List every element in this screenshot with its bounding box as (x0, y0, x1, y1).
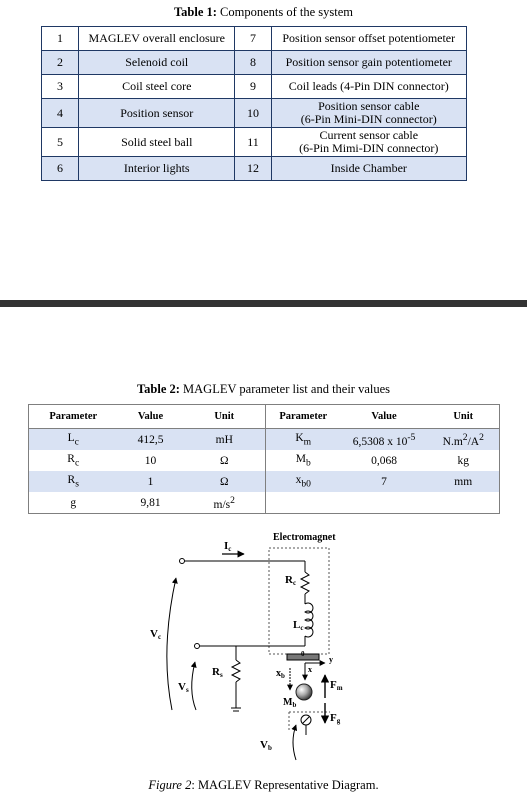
ic-label: Ic (224, 540, 232, 553)
table-row (42, 27, 467, 51)
unit-exponent: 2 (479, 431, 484, 443)
component-name-line2: (6-Pin Mini-DIN connector) (300, 112, 437, 126)
lc-coil (305, 603, 313, 637)
unit-cell: mH (184, 429, 266, 451)
parameter-cell (266, 450, 341, 471)
fg-label: Fg (330, 712, 341, 725)
table-row (29, 492, 500, 514)
table-row (29, 471, 500, 492)
parameter-symbol: K (295, 431, 304, 444)
rc-label: Rc (285, 574, 297, 587)
parameter-cell (266, 471, 341, 492)
component-name (271, 99, 466, 128)
rc-resistor (301, 572, 309, 594)
value-cell: 9,81 (140, 496, 161, 509)
parameter-cell: g (70, 496, 77, 509)
unit-cell: kg (457, 454, 469, 467)
unit-part: N.m (442, 435, 463, 448)
unit-cell (184, 492, 266, 514)
figure-caption-text: : MAGLEV Representative Diagram. (191, 778, 379, 792)
column-header: Value (118, 405, 184, 429)
row-number: 7 (235, 27, 271, 51)
electromagnet-label: Electromagnet (273, 532, 336, 543)
row-number: 8 (235, 51, 271, 75)
unit-part: m/s (213, 498, 231, 511)
value-mantissa: 6,5308 x 10 (352, 435, 408, 448)
vs-arrow (192, 662, 196, 710)
mb-label: $M_b$ (283, 697, 297, 709)
column-header: Value (341, 405, 428, 429)
unit-cell (428, 429, 500, 451)
parameter-cell (29, 429, 118, 451)
row-number: 12 (235, 157, 271, 181)
row-number: 5 (42, 128, 79, 157)
table-row (42, 75, 467, 99)
row-number: 10 (235, 99, 271, 128)
table2-caption-text: MAGLEV parameter list and their values (179, 382, 391, 396)
parameter-symbol: R (67, 452, 75, 465)
value-cell (341, 429, 428, 451)
row-number: 3 (42, 75, 79, 99)
column-header: Unit (184, 405, 266, 429)
figure-caption-prefix: Figure 2 (148, 778, 192, 792)
value-cell: 7 (341, 471, 428, 492)
component-name: Solid steel ball (79, 128, 235, 157)
terminal-mid (195, 644, 200, 649)
component-name (271, 128, 466, 157)
parameter-subscript: b0 (301, 478, 311, 490)
page-divider (0, 300, 527, 307)
vc-label: Vc (150, 628, 162, 641)
unit-cell: Ω (184, 471, 266, 492)
parameter-cell (266, 429, 341, 451)
parameters-table (28, 404, 500, 514)
row-number: 4 (42, 99, 79, 128)
unit-exponent: 2 (462, 431, 468, 443)
table2-caption (0, 382, 527, 397)
parameter-symbol: L (67, 431, 75, 444)
empty-cell (428, 492, 500, 514)
table-row (42, 99, 467, 128)
vb-arrow (293, 725, 296, 760)
parameter-symbol: x (295, 473, 302, 486)
vb-label: Vb (260, 739, 272, 752)
table2-caption-prefix: Table 2: (136, 382, 180, 396)
vc-arrow (167, 578, 176, 710)
row-number: 9 (235, 75, 271, 99)
column-header: Unit (428, 405, 500, 429)
x-axis-label: x (308, 665, 312, 674)
component-name: MAGLEV overall enclosure (79, 27, 235, 51)
table-row (42, 157, 467, 181)
components-table (41, 26, 467, 181)
figure-caption (0, 778, 527, 793)
unit-exponent: 2 (230, 494, 235, 506)
maglev-diagram (0, 520, 527, 778)
table-row (42, 128, 467, 157)
unit-part: /A (467, 435, 480, 448)
component-name-line1: Current sensor cable (319, 128, 419, 142)
xb-label: $x_b$ (276, 668, 285, 680)
row-number: 6 (42, 157, 79, 181)
value-cell: 1 (118, 471, 184, 492)
electromagnet-box (269, 548, 329, 654)
parameter-subscript: s (75, 478, 79, 490)
fm-label: Fm (330, 679, 343, 692)
rs-label: Rs (212, 666, 223, 679)
component-name: Inside Chamber (271, 157, 466, 181)
parameter-cell (29, 471, 118, 492)
row-number: 2 (42, 51, 79, 75)
value-cell: 412,5 (118, 429, 184, 451)
parameter-subscript: c (74, 436, 79, 448)
component-name: Position sensor offset potentiometer (271, 27, 466, 51)
origin-label: 0 (301, 650, 305, 658)
row-number: 11 (235, 128, 271, 157)
parameter-subscript: c (74, 457, 80, 469)
component-name: Coil steel core (79, 75, 235, 99)
rs-resistor (232, 660, 240, 682)
table1-caption-prefix: Table 1: (173, 5, 217, 19)
table1-caption-text: Components of the system (216, 5, 354, 19)
parameter-subscript: b (305, 457, 311, 469)
parameter-subscript: m (303, 436, 312, 448)
value-cell: 0,068 (371, 454, 397, 467)
value-cell: 10 (144, 454, 157, 467)
column-header: Parameter (29, 405, 118, 429)
value-exponent: -5 (407, 431, 416, 443)
component-name: Position sensor (79, 99, 235, 128)
component-name-line2: (6-Pin Mimi-DIN connector) (299, 141, 439, 155)
component-name: Position sensor gain potentiometer (271, 51, 466, 75)
table-row (42, 51, 467, 75)
empty-cell (266, 492, 341, 514)
lc-label: Lc (293, 619, 304, 632)
row-number: 1 (42, 27, 79, 51)
table-row (29, 450, 500, 471)
parameter-cell (29, 450, 118, 471)
unit-cell: mm (428, 471, 500, 492)
component-name: Selenoid coil (79, 51, 235, 75)
table-header-row (29, 405, 500, 429)
empty-cell (341, 492, 428, 514)
column-header: Parameter (266, 405, 341, 429)
unit-cell: Ω (184, 450, 266, 471)
steel-ball (296, 684, 312, 700)
component-name: Coil leads (4-Pin DIN connector) (271, 75, 466, 99)
component-name-line1: Position sensor cable (318, 99, 420, 113)
component-name: Interior lights (79, 157, 235, 181)
table1-caption (0, 5, 527, 20)
parameter-symbol: R (67, 473, 76, 486)
table-row (29, 429, 500, 451)
parameter-symbol: M (295, 452, 306, 465)
vs-label: Vs (178, 681, 189, 694)
terminal-top (180, 559, 185, 564)
y-axis-label: y (329, 655, 333, 664)
